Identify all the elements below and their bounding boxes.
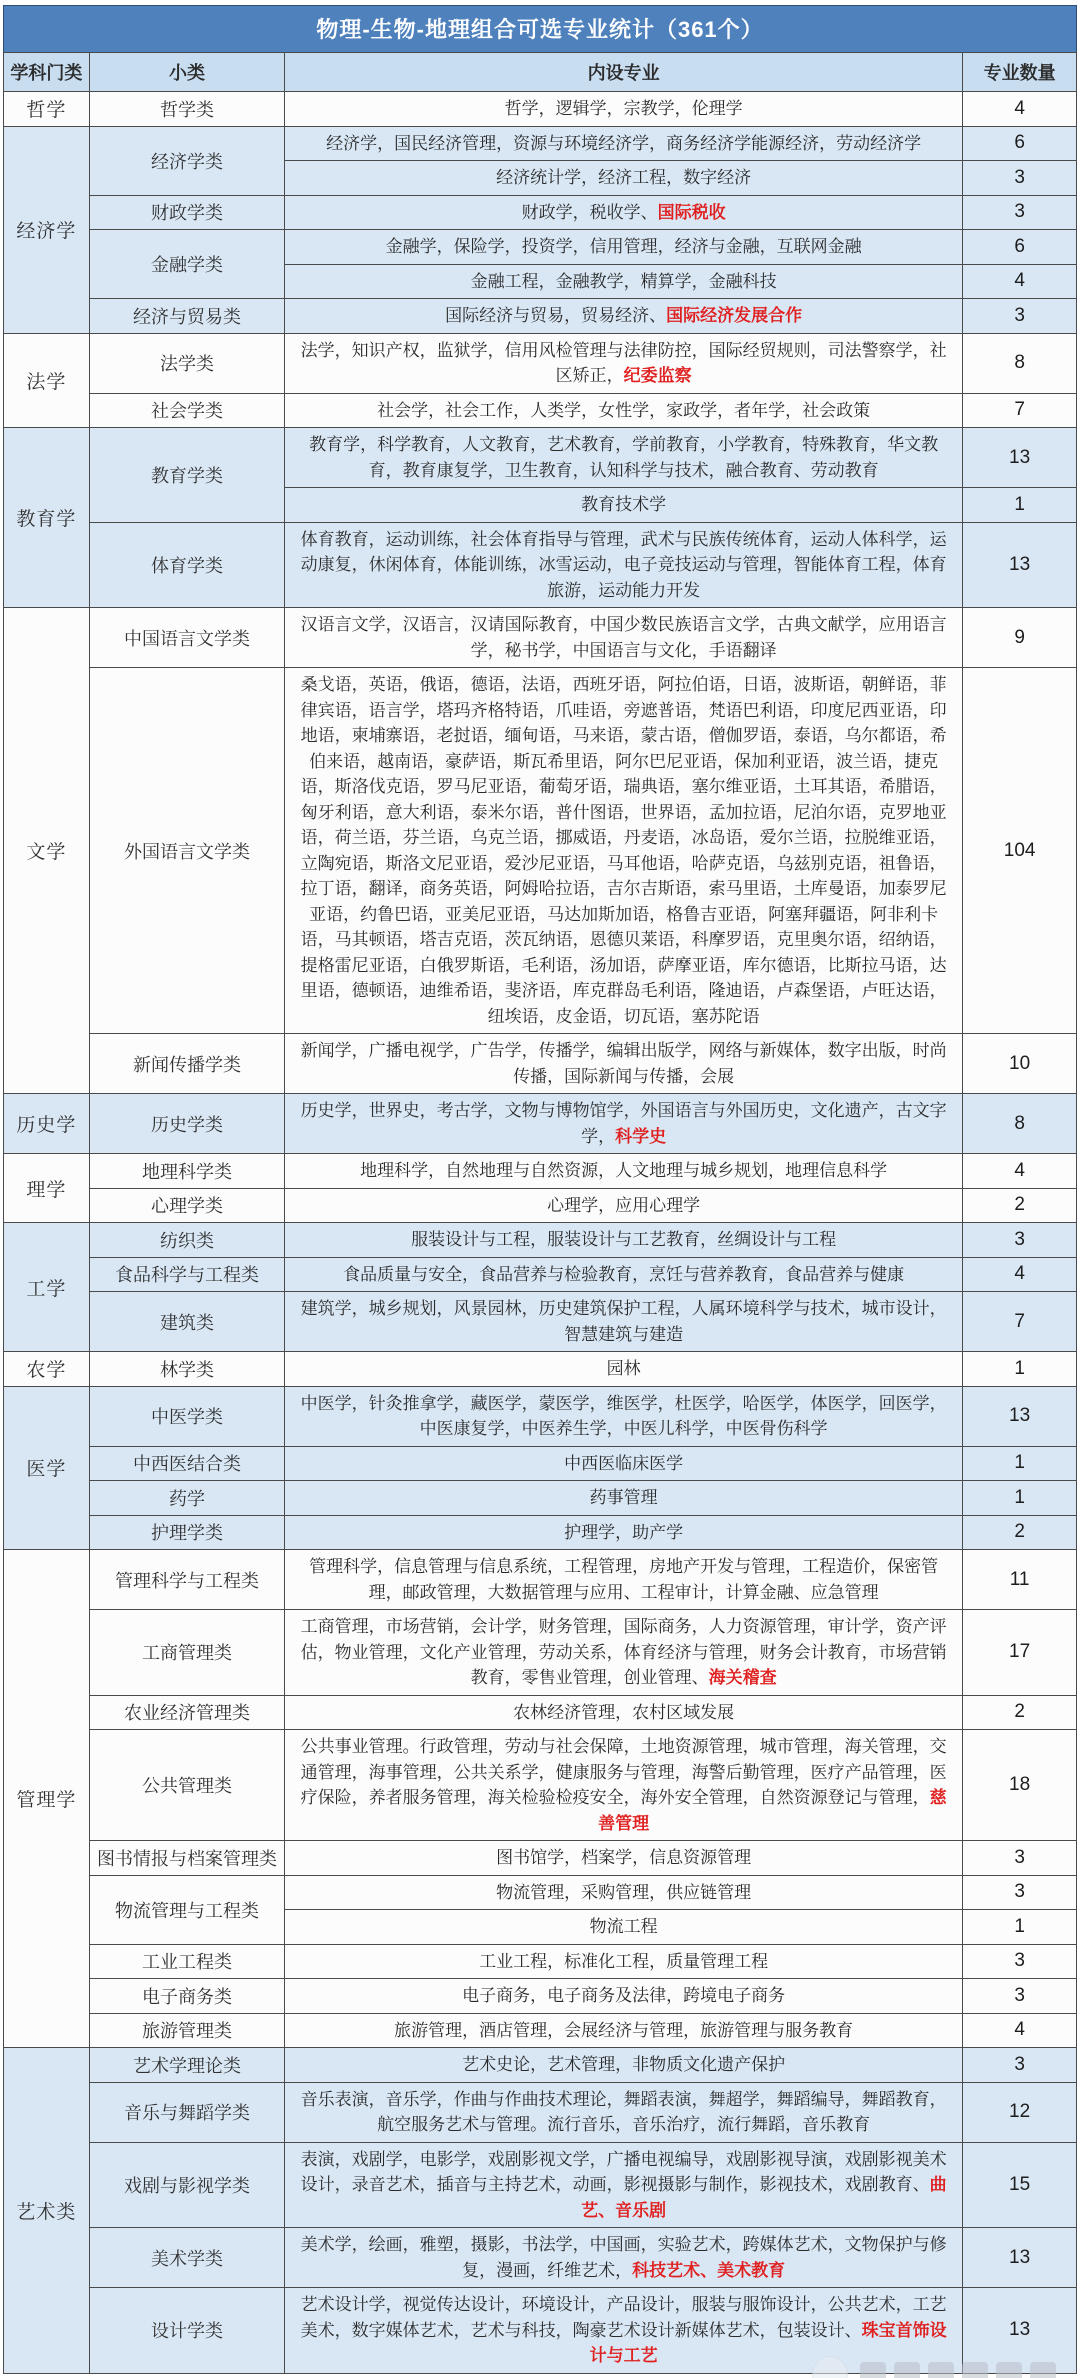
subclass-cell: 社会学类 [89, 393, 284, 428]
major-text: 艺术设计学，视觉传达设计，环境设计，产品设计，服装与服饰设计，公共艺术，工艺美术，数字媒体艺术，艺术与科技，陶豪艺术设计新媒体艺术，包装设计、 [300, 2295, 947, 2340]
major-text: 管理科学，信息管理与信息系统，工程管理，房地产开发与管理，工程造价，保密管理，邮政管理，大数据管理与应用、工程审计，计算金融、应急管理 [309, 1557, 939, 1602]
count-cell: 6 [963, 126, 1077, 161]
table-row [4, 1481, 1077, 1516]
major-text: 公共事业管理。行政管理，劳动与社会保障，土地资源管理，城市管理，海关管理，交通管理，海事管理，公共关系学，健康服务与管理，海警后勤管理，医疗产品管理，医疗保险，养者服务管理，海关检验检疫安全，海外安全管理，自然资源登记与管理， [300, 1737, 947, 1807]
majors-cell [285, 230, 963, 265]
subclass-cell: 法学类 [89, 333, 284, 393]
major-text: 服装设计与工程，服装设计与工艺教育，丝绸设计与工程 [411, 1230, 837, 1249]
major-text: 表演，戏剧学，电影学，戏剧影视文学，广播电视编导，戏剧影视导演，戏剧影视美术设计，录音艺术，插音与主持艺术，动画，影视摄影与制作，影视技术，戏剧教育、 [300, 2149, 947, 2194]
majors-cell [285, 1610, 963, 1696]
count-cell: 8 [963, 333, 1077, 393]
major-text: 财政学，税收学、 [521, 202, 658, 222]
count-cell: 17 [963, 1610, 1077, 1696]
subclass-cell: 管理科学与工程类 [89, 1550, 284, 1610]
subclass-cell: 教育学类 [89, 428, 284, 523]
count-cell: 104 [963, 668, 1077, 1034]
table-row [4, 333, 1077, 393]
count-cell: 1 [963, 1910, 1077, 1945]
major-text: 工业工程，标准化工程，质量管理工程 [479, 1951, 769, 1971]
subclass-cell: 地理科学类 [89, 1154, 284, 1189]
count-cell: 4 [963, 92, 1077, 127]
subclass-cell: 工业工程类 [89, 1944, 284, 1979]
category-cell: 哲学 [4, 92, 90, 127]
category-cell: 工学 [4, 1223, 90, 1352]
majors-cell [285, 1875, 963, 1910]
major-text: 建筑学，城乡规划，风景园林，历史建筑保护工程，人属环境科学与技术，城市设计，智慧建筑与建造 [300, 1299, 947, 1344]
major-text: 法学，知识产权，监狱学，信用风检管理与法律防控，国际经贸规则，司法警察学，社区矫正， [300, 340, 947, 385]
table-row [4, 668, 1077, 1034]
major-text: 艺术史论，艺术管理，非物质文化遗产保护 [462, 2055, 786, 2074]
table-row [4, 299, 1077, 334]
subclass-cell: 戏剧与影视学类 [89, 2142, 284, 2228]
subclass-cell: 美术学类 [89, 2228, 284, 2288]
category-cell: 理学 [4, 1154, 90, 1223]
majors-cell [285, 92, 963, 127]
table-row [4, 1730, 1077, 1841]
major-text: 物流工程 [589, 1917, 658, 1936]
subclass-cell: 中国语言文学类 [89, 608, 284, 668]
table-row [4, 1292, 1077, 1352]
majors-cell [285, 333, 963, 393]
count-cell: 3 [963, 2048, 1077, 2083]
majors-cell [285, 1034, 963, 1094]
table-row [4, 2082, 1077, 2142]
count-cell: 2 [963, 1515, 1077, 1550]
table-row [4, 2288, 1077, 2374]
count-cell: 18 [963, 1730, 1077, 1841]
highlighted-major: 海关稽查 [708, 1668, 777, 1687]
subclass-cell: 农业经济管理类 [89, 1695, 284, 1730]
count-cell: 4 [963, 264, 1077, 299]
major-text: 历史学，世界史，考古学，文物与博物馆学，外国语言与外国历史，文化遗产，古文字学， [300, 1101, 947, 1146]
major-text: 工商管理，市场营销，会计学，财务管理，国际商务，人力资源管理，审计学，资产评估，物业管理，文化产业管理，劳动关系，体育经济与管理，财务会计教育，市场营销教育，零售业管理，创业管理、 [300, 1617, 947, 1687]
highlighted-major: 纪委监察 [623, 366, 692, 385]
majors-cell [285, 2048, 963, 2083]
table-row [4, 1944, 1077, 1979]
majors-cell [285, 1550, 963, 1610]
table-row [4, 1610, 1077, 1696]
major-text: 社会学，社会工作，人类学，女性学，家政学，者年学，社会政策 [377, 400, 871, 420]
subclass-cell: 经济学类 [89, 126, 284, 195]
count-cell: 4 [963, 1257, 1077, 1292]
table-row [4, 2013, 1077, 2048]
subclass-cell: 外国语言文学类 [89, 668, 284, 1034]
major-text: 物流管理，采购管理，供应链管理 [496, 1882, 752, 1902]
table-row [4, 1386, 1077, 1446]
subclass-cell: 图书情报与档案管理类 [89, 1841, 284, 1876]
table-row [4, 1695, 1077, 1730]
table-row [4, 608, 1077, 668]
table-row [4, 2228, 1077, 2288]
count-cell: 4 [963, 1154, 1077, 1189]
count-cell: 1 [963, 488, 1077, 523]
category-cell: 医学 [4, 1386, 90, 1550]
major-text: 药事管理 [589, 1488, 658, 1507]
page-title: 物理-生物-地理组合可选专业统计（361个） [3, 5, 1077, 52]
count-cell: 10 [963, 1034, 1077, 1094]
count-cell: 3 [963, 299, 1077, 334]
table-row [4, 1034, 1077, 1094]
count-cell: 3 [963, 1979, 1077, 2014]
table-row [4, 1841, 1077, 1876]
subclass-cell: 音乐与舞蹈学类 [89, 2082, 284, 2142]
table-row [4, 1979, 1077, 2014]
majors-cell [285, 1386, 963, 1446]
majors-cell [285, 1257, 963, 1292]
majors-cell [285, 1695, 963, 1730]
table-row [4, 1515, 1077, 1550]
majors-cell [285, 668, 963, 1034]
subclass-cell: 药学 [89, 1481, 284, 1516]
subclass-cell: 哲学类 [89, 92, 284, 127]
majors-cell [285, 2288, 963, 2374]
major-text: 哲学，逻辑学，宗教学，伦理学 [504, 99, 743, 118]
table-row [4, 1446, 1077, 1481]
table-header-row [4, 53, 1077, 92]
count-cell: 7 [963, 1292, 1077, 1352]
major-text: 护理学，助产学 [564, 1522, 684, 1542]
table-row [4, 126, 1077, 161]
majors-cell [285, 1446, 963, 1481]
table-row [4, 1094, 1077, 1154]
count-cell: 2 [963, 1695, 1077, 1730]
subclass-cell: 新闻传播学类 [89, 1034, 284, 1094]
count-cell: 3 [963, 1944, 1077, 1979]
subclass-cell: 中西医结合类 [89, 1446, 284, 1481]
majors-cell [285, 1979, 963, 2014]
majors-cell [285, 264, 963, 299]
count-cell: 9 [963, 608, 1077, 668]
majors-cell [285, 522, 963, 608]
table-row [4, 2142, 1077, 2228]
count-cell: 15 [963, 2142, 1077, 2228]
table-row [4, 1550, 1077, 1610]
count-cell: 3 [963, 195, 1077, 230]
major-text: 图书馆学，档案学，信息资源管理 [496, 1848, 752, 1867]
majors-cell [285, 2013, 963, 2048]
count-cell: 12 [963, 2082, 1077, 2142]
major-text: 心理学，应用心理学 [547, 1195, 701, 1215]
subclass-cell: 艺术学理论类 [89, 2048, 284, 2083]
major-text: 经济统计学，经济工程，数字经济 [496, 168, 752, 187]
major-text: 新闻学，广播电视学，广告学，传播学，编辑出版学，网络与新媒体，数字出版，时尚传播，国际新闻与传播，会展 [300, 1041, 947, 1086]
table-row [4, 1154, 1077, 1189]
subclass-cell: 中医学类 [89, 1386, 284, 1446]
majors-cell [285, 1944, 963, 1979]
count-cell: 6 [963, 230, 1077, 265]
majors-cell [285, 126, 963, 161]
header-category: 学科门类 [4, 53, 90, 92]
major-text: 金融工程，金融教学，精算学，金融科技 [470, 271, 777, 291]
table-row [4, 1223, 1077, 1258]
majors-cell [285, 161, 963, 196]
subclass-cell: 设计学类 [89, 2288, 284, 2374]
majors-cell [285, 1841, 963, 1876]
major-text: 地理科学，自然地理与自然资源，人文地理与城乡规划，地理信息科学 [360, 1161, 888, 1180]
highlighted-major: 国际税收 [657, 202, 726, 222]
table-row [4, 1257, 1077, 1292]
subclass-cell: 经济与贸易类 [89, 299, 284, 334]
majors-cell [285, 488, 963, 523]
table-row [4, 522, 1077, 608]
subclass-cell: 旅游管理类 [89, 2013, 284, 2048]
header-subclass: 小类 [89, 53, 284, 92]
majors-cell [285, 393, 963, 428]
count-cell: 2 [963, 1188, 1077, 1223]
count-cell: 1 [963, 1446, 1077, 1481]
majors-cell [285, 1292, 963, 1352]
table-row [4, 1188, 1077, 1223]
subclass-cell: 公共管理类 [89, 1730, 284, 1841]
highlighted-major: 曲艺、音乐剧 [581, 2175, 947, 2220]
header-count: 专业数量 [963, 53, 1077, 92]
majors-cell [285, 195, 963, 230]
count-cell: 1 [963, 1481, 1077, 1516]
subclass-cell: 护理学类 [89, 1515, 284, 1550]
count-cell: 13 [963, 428, 1077, 488]
highlighted-major: 国际经济发展合作 [666, 306, 803, 325]
major-text: 农林经济管理，农村区域发展 [513, 1702, 735, 1722]
subclass-cell: 食品科学与工程类 [89, 1257, 284, 1292]
count-cell: 7 [963, 393, 1077, 428]
count-cell: 3 [963, 161, 1077, 196]
count-cell: 4 [963, 2013, 1077, 2048]
table-row [4, 393, 1077, 428]
highlighted-major: 科技艺术、美术教育 [632, 2260, 786, 2280]
count-cell: 8 [963, 1094, 1077, 1154]
majors-cell [285, 1352, 963, 1387]
subclass-cell: 心理学类 [89, 1188, 284, 1223]
subclass-cell: 建筑类 [89, 1292, 284, 1352]
majors-cell [285, 1188, 963, 1223]
majors-cell [285, 1910, 963, 1945]
highlighted-major: 科学史 [615, 1126, 667, 1146]
category-cell: 教育学 [4, 428, 90, 608]
subclass-cell: 体育学类 [89, 522, 284, 608]
table-row [4, 1875, 1077, 1910]
majors-cell [285, 1154, 963, 1189]
count-cell: 13 [963, 2288, 1077, 2374]
count-cell: 13 [963, 522, 1077, 608]
count-cell: 13 [963, 2228, 1077, 2288]
count-cell: 3 [963, 1223, 1077, 1258]
major-text: 教育技术学 [581, 495, 667, 514]
majors-cell [285, 1515, 963, 1550]
majors-cell [285, 2082, 963, 2142]
subclass-cell: 林学类 [89, 1352, 284, 1387]
table-body [4, 92, 1077, 2374]
majors-cell [285, 2142, 963, 2228]
majors-cell [285, 608, 963, 668]
count-cell: 1 [963, 1352, 1077, 1387]
count-cell: 13 [963, 1386, 1077, 1446]
count-cell: 3 [963, 1841, 1077, 1876]
subclass-cell: 财政学类 [89, 195, 284, 230]
highlighted-major: 珠宝首饰设计与工艺 [589, 2320, 947, 2365]
majors-cell [285, 299, 963, 334]
majors-table [3, 52, 1077, 2374]
major-text: 音乐表演，音乐学，作曲与作曲技术理论，舞蹈表演，舞超学，舞蹈编导，舞蹈教育，航空服务艺术与管理。流行音乐，音乐治疗，流行舞蹈，音乐教育 [300, 2089, 947, 2134]
majors-cell [285, 1094, 963, 1154]
majors-cell [285, 428, 963, 488]
subclass-cell: 纺织类 [89, 1223, 284, 1258]
major-text: 美术学，绘画，雅塑，摄影，书法学，中国画，实验艺术，跨媒体艺术，文物保护与修复，漫画，纤维艺术， [300, 2235, 947, 2280]
major-text: 中医学，针灸推拿学，藏医学，蒙医学，维医学，杜医学，哈医学，体医学，回医学，中医康复学，中医养生学，中医儿科学，中医骨伤科学 [300, 1393, 947, 1438]
major-text: 桑戈语，英语，俄语，德语，法语，西班牙语，阿拉伯语，日语，波斯语，朝鲜语，菲律宾语，语言学，塔玛齐格特语，爪哇语，旁遮普语，梵语巴利语，印度尼西亚语，印地语，柬埔寨语，老挝语，缅甸语，马来语，蒙古语，僧伽罗语，泰语，乌尔都语，希伯来语，越南语，豪萨语，斯瓦希里语，阿尔巴尼亚语，保加利亚语，波兰语，捷克语，斯洛伐克语，罗马尼亚语，葡萄牙语，瑞典语，塞尔维亚语，土耳其语，希腊语，匈牙利语，意大利语，泰米尔语，普什图语，世界语，孟加拉语，尼泊尔语，克罗地亚语，荷兰语，芬兰语，乌克兰语，挪威语，丹麦语，冰岛语，爱尔兰语，拉脱维亚语，立陶宛语，斯洛文尼亚语，爱沙尼亚语，马耳他语，哈萨克语，乌兹别克语，祖鲁语，拉丁语，翻译，商务英语，阿姆哈拉语，吉尔吉斯语，索马里语，土库曼语，加泰罗尼亚语，约鲁巴语，亚美尼亚语，马达加斯加语，格鲁吉亚语，阿塞拜疆语，阿非利卡语，马其顿语，塔吉克语，茨瓦纳语，恩德贝莱语，科摩罗语，克里奥尔语，绍纳语，提格雷尼亚语，白俄罗斯语，毛利语，汤加语，萨摩亚语，库尔德语，比斯拉马语，达里语，德顿语，迪维希语，斐济语，库克群岛毛利语，隆迪语，卢森堡语，卢旺达语，纽埃语，皮金语，切瓦语，塞苏陀语 [300, 675, 947, 1026]
subclass-cell: 电子商务类 [89, 1979, 284, 2014]
table-row [4, 428, 1077, 488]
major-text: 汉语言文学，汉语言，汉请国际教育，中国少数民族语言文学，古典文献学，应用语言学，秘书学，中国语言与文化，手语翻译 [300, 615, 947, 660]
header-majors: 内设专业 [285, 53, 963, 92]
count-cell: 11 [963, 1550, 1077, 1610]
highlighted-major: 慈善管理 [598, 1788, 947, 1833]
category-cell: 管理学 [4, 1550, 90, 2048]
category-cell: 农学 [4, 1352, 90, 1387]
majors-cell [285, 1730, 963, 1841]
major-text: 国际经济与贸易，贸易经济、 [445, 306, 667, 325]
major-text: 旅游管理，酒店管理，会展经济与管理，旅游管理与服务教育 [394, 2020, 854, 2040]
table-row [4, 195, 1077, 230]
table-row [4, 92, 1077, 127]
subclass-cell: 金融学类 [89, 230, 284, 299]
table-row [4, 1352, 1077, 1387]
major-text: 金融学，保险学，投资学，信用管理，经济与金融，互联网金融 [385, 237, 862, 256]
category-cell: 历史学 [4, 1094, 90, 1154]
table-row [4, 230, 1077, 265]
major-text: 食品质量与安全，食品营养与检验教育，烹饪与营养教育，食品营养与健康 [343, 1264, 905, 1284]
category-cell: 经济学 [4, 126, 90, 333]
major-text: 教育学，科学教育，人文教育，艺术教育，学前教育，小学教育，特殊教育，华文教育，教育康复学，卫生教育，认知科学与技术，融合教育、劳动教育 [309, 435, 939, 480]
major-text: 经济学，国民经济管理，资源与环境经济学，商务经济学能源经济，劳动经济学 [326, 133, 922, 153]
majors-cell [285, 2228, 963, 2288]
major-text: 电子商务，电子商务及法律，跨境电子商务 [462, 1986, 786, 2005]
subclass-cell: 物流管理与工程类 [89, 1875, 284, 1944]
category-cell: 文学 [4, 608, 90, 1094]
category-cell: 法学 [4, 333, 90, 428]
major-text: 园林 [606, 1359, 641, 1378]
count-cell: 3 [963, 1875, 1077, 1910]
subclass-cell: 历史学类 [89, 1094, 284, 1154]
category-cell: 艺术类 [4, 2048, 90, 2374]
major-text: 中西医临床医学 [564, 1453, 684, 1473]
major-text: 体育教育，运动训练，社会体育指导与管理，武术与民族传统体育，运动人体科学，运动康复，休闲体育，体能训练，冰雪运动，电子竞技运动与管理，智能体育工程，体育旅游，运动能力开发 [300, 529, 947, 600]
table-row [4, 2048, 1077, 2083]
majors-cell [285, 1223, 963, 1258]
majors-cell [285, 1481, 963, 1516]
subclass-cell: 工商管理类 [89, 1610, 284, 1696]
